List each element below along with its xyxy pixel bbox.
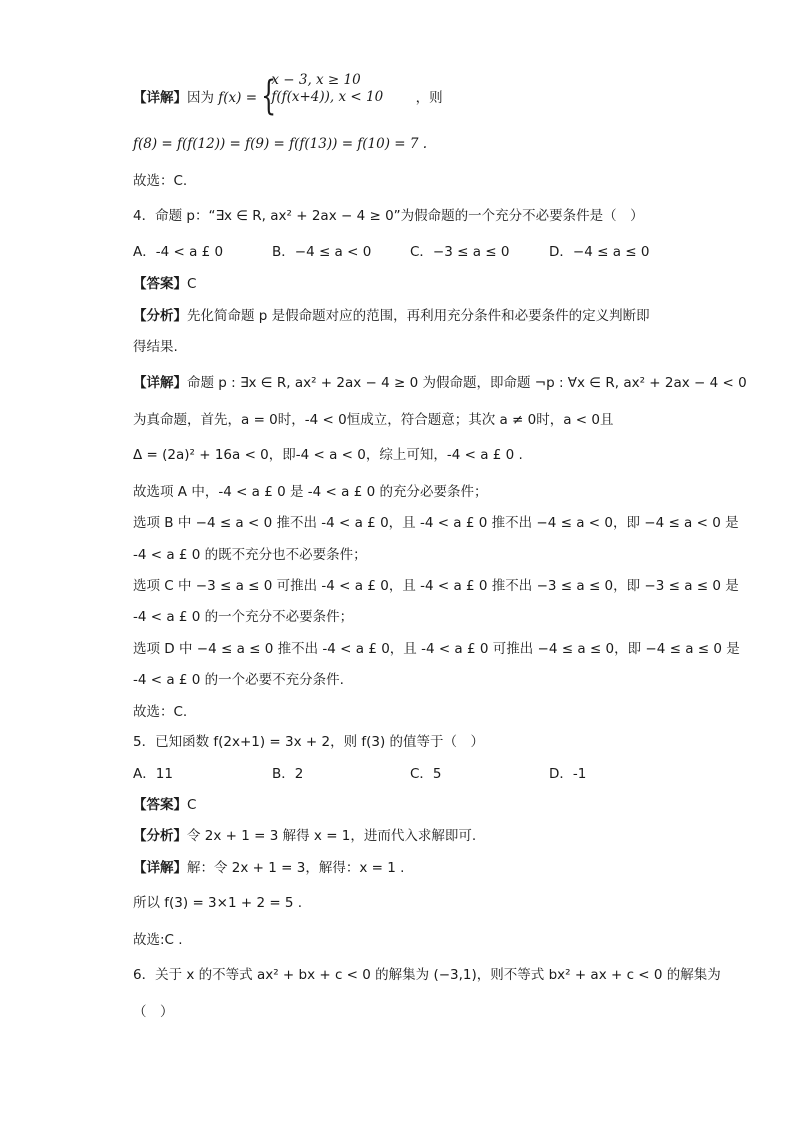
q5-analysis-text: 令 2x + 1 = 3 解得 x = 1，进而代入求解即可. bbox=[187, 828, 477, 844]
q4-detail-text-1: 命题 p : ∃x ∈ R, ax² + 2ax − 4 ≥ 0 为假命题，即命题 ¬p : ∀x ∈ R, ax² + 2ax − 4 < 0 bbox=[187, 375, 747, 391]
q4-detail-line-5: 选项 B 中 −4 ≤ a < 0 推不出 -4 < a £ 0，且 -4 < a £ 0 推不出 −4 ≤ a < 0，即 −4 ≤ a < 0 是 bbox=[133, 515, 739, 531]
analysis-tag: 【分析】 bbox=[133, 308, 187, 324]
q5-detail-text: 解：令 2x + 1 = 3，解得：x = 1 . bbox=[187, 860, 405, 876]
piecewise-function bbox=[261, 72, 411, 119]
q5-answer-line bbox=[133, 796, 196, 814]
question-6-stem: 6．关于 x 的不等式 ax² + bx + c < 0 的解集为 (−3,1)，则不等式 bx² + ax + c < 0 的解集为 bbox=[133, 967, 721, 983]
q4-option-b: B．−4 ≤ a < 0 bbox=[272, 244, 372, 260]
q5-option-a: A．11 bbox=[133, 766, 173, 782]
q5-option-c: C．5 bbox=[410, 766, 442, 782]
brace-icon: { bbox=[261, 73, 277, 119]
q4-choose-line: 故选：C. bbox=[133, 704, 188, 720]
q5-choose-line: 故选:C . bbox=[133, 932, 183, 948]
detail-intro: 因为 bbox=[187, 90, 214, 106]
q4-detail-line-7: 选项 C 中 −3 ≤ a ≤ 0 可推出 -4 < a £ 0，且 -4 < a £ 0 推不出 −3 ≤ a ≤ 0，即 −3 ≤ a ≤ 0 是 bbox=[133, 578, 739, 594]
piecewise-case-1: x − 3, x ≥ 10 bbox=[271, 72, 361, 88]
q4-option-a: A．-4 < a £ 0 bbox=[133, 244, 224, 260]
answer-tag: 【答案】 bbox=[133, 797, 187, 813]
answer-tag: 【答案】 bbox=[133, 276, 187, 292]
question-5-stem: 5．已知函数 f(2x+1) = 3x + 2，则 f(3) 的值等于（ ） bbox=[133, 734, 485, 750]
q4-detail-line-3: Δ = (2a)² + 16a < 0，即-4 < a < 0，综上可知，-4 < a £ 0 . bbox=[133, 447, 523, 463]
q4-detail-line-4: 故选项 A 中，-4 < a £ 0 是 -4 < a £ 0 的充分必要条件； bbox=[133, 484, 488, 500]
question-6-paren: （ ） bbox=[133, 1004, 174, 1020]
q4-detail-line-10: -4 < a £ 0 的一个必要不充分条件. bbox=[133, 672, 344, 688]
detail-tag: 【详解】 bbox=[133, 860, 187, 876]
piecewise-case-2: f(f(x+4)), x < 10 bbox=[271, 89, 384, 105]
q5-answer: C bbox=[187, 797, 197, 813]
detail-tag: 【详解】 bbox=[133, 90, 187, 106]
calc-line-q3: f(8) = f(f(12)) = f(9) = f(f(13)) = f(10) = 7 . bbox=[133, 136, 428, 152]
q5-option-d: D．-1 bbox=[549, 766, 587, 782]
q4-detail-line-2: 为真命题，首先，a = 0时，-4 < 0恒成立，符合题意；其次 a ≠ 0时，a < 0且 bbox=[133, 412, 614, 428]
q4-answer-line bbox=[133, 275, 196, 293]
q4-analysis-text-1: 先化简命题 p 是假命题对应的范围，再利用充分条件和必要条件的定义判断即 bbox=[187, 308, 650, 324]
detail-tag: 【详解】 bbox=[133, 375, 187, 391]
q4-detail-line-8: -4 < a £ 0 的一个充分不必要条件； bbox=[133, 609, 354, 625]
detail-then: ，则 bbox=[415, 90, 443, 106]
q4-analysis-line-1 bbox=[133, 307, 650, 325]
q5-result-line: 所以 f(3) = 3×1 + 2 = 5 . bbox=[133, 895, 303, 911]
detail-line-q3 bbox=[133, 72, 443, 119]
question-4-stem: 4．命题 p：“∃x ∈ R, ax² + 2ax − 4 ≥ 0”为假命题的一个充分不必要条件是（ ） bbox=[133, 208, 644, 224]
q4-analysis-line-2: 得结果. bbox=[133, 339, 178, 355]
q4-option-d: D．−4 ≤ a ≤ 0 bbox=[549, 244, 650, 260]
q5-analysis-line bbox=[133, 827, 476, 845]
q5-detail-line bbox=[133, 859, 404, 877]
q4-option-c: C．−3 ≤ a ≤ 0 bbox=[410, 244, 510, 260]
q4-detail-line-9: 选项 D 中 −4 ≤ a ≤ 0 推不出 -4 < a £ 0，且 -4 < a £ 0 可推出 −4 ≤ a ≤ 0，即 −4 ≤ a ≤ 0 是 bbox=[133, 641, 740, 657]
choose-line-q3: 故选：C. bbox=[133, 173, 188, 189]
q4-detail-line-6: -4 < a £ 0 的既不充分也不必要条件； bbox=[133, 547, 367, 563]
q4-detail-line-1 bbox=[133, 374, 747, 392]
q4-answer: C bbox=[187, 276, 197, 292]
function-definition: f(x) = bbox=[218, 90, 258, 106]
q5-option-b: B．2 bbox=[272, 766, 304, 782]
analysis-tag: 【分析】 bbox=[133, 828, 187, 844]
